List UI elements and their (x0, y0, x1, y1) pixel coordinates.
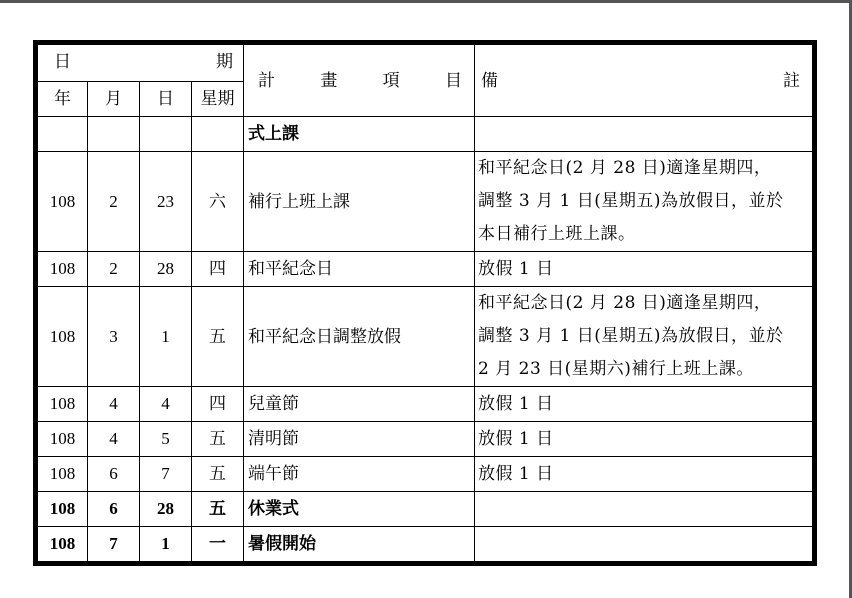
item-header-char: 計 (258, 70, 275, 91)
weekday-cell: 五 (192, 422, 244, 457)
school-calendar-table (33, 40, 817, 566)
item-cell: 式上課 (244, 117, 475, 152)
item-header-char: 畫 (320, 70, 338, 91)
note-header-char: 備 (481, 70, 498, 91)
note-header-cell (475, 43, 815, 117)
day-cell: 1 (140, 527, 192, 564)
weekday-cell: 五 (192, 287, 244, 387)
weekday-cell: 五 (192, 457, 244, 492)
day-cell: 1 (140, 287, 192, 387)
day-cell: 7 (140, 457, 192, 492)
day-cell: 28 (140, 492, 192, 527)
day-cell: 23 (140, 152, 192, 252)
note-line: 和平紀念日(2 月 28 日)適逢星期四， (478, 293, 772, 313)
table-row (36, 492, 815, 527)
year-cell: 108 (36, 152, 88, 252)
table-row (36, 152, 815, 252)
note-cell (475, 252, 815, 287)
item-header-cell (244, 43, 475, 117)
day-cell (140, 117, 192, 152)
date-header-left: 日 (54, 52, 71, 72)
table-row (36, 287, 815, 387)
year-header: 年 (36, 82, 88, 117)
month-cell (88, 117, 140, 152)
note-cell (475, 457, 815, 492)
item-header-char: 目 (444, 70, 462, 91)
note-header-char: 註 (783, 70, 800, 91)
note-line: 調整 3 月 1 日(星期五)為放假日，並於 (478, 326, 784, 346)
month-cell: 4 (88, 422, 140, 457)
month-cell: 6 (88, 457, 140, 492)
month-cell: 2 (88, 252, 140, 287)
document-frame-top (0, 0, 852, 3)
note-line: 2 月 23 日(星期六)補行上班上課。 (478, 359, 754, 379)
item-cell: 補行上班上課 (244, 152, 475, 252)
month-cell: 3 (88, 287, 140, 387)
year-cell: 108 (36, 252, 88, 287)
item-cell: 和平紀念日 (244, 252, 475, 287)
note-line: 和平紀念日(2 月 28 日)適逢星期四， (478, 158, 772, 178)
item-cell: 暑假開始 (244, 527, 475, 564)
note-cell (475, 527, 815, 564)
year-cell: 108 (36, 527, 88, 564)
weekday-header: 星期 (192, 82, 244, 117)
day-cell: 5 (140, 422, 192, 457)
item-cell: 和平紀念日調整放假 (244, 287, 475, 387)
weekday-cell: 五 (192, 492, 244, 527)
item-cell: 端午節 (244, 457, 475, 492)
table-row (36, 422, 815, 457)
table-row (36, 457, 815, 492)
note-line: 放假 1 日 (478, 393, 554, 414)
month-header: 月 (88, 82, 140, 117)
year-cell: 108 (36, 387, 88, 422)
year-cell (36, 117, 88, 152)
note-line: 調整 3 月 1 日(星期五)為放假日，並於 (478, 191, 784, 211)
weekday-cell: 一 (192, 527, 244, 564)
date-header-cell (36, 43, 244, 82)
calendar-rows (36, 117, 815, 564)
note-cell (475, 492, 815, 527)
note-cell (475, 117, 815, 152)
weekday-cell: 六 (192, 152, 244, 252)
date-header-right: 期 (216, 52, 233, 72)
month-cell: 2 (88, 152, 140, 252)
table-row (36, 387, 815, 422)
item-cell: 休業式 (244, 492, 475, 527)
note-line: 放假 1 日 (478, 258, 554, 279)
note-cell (475, 287, 815, 387)
day-cell: 28 (140, 252, 192, 287)
month-cell: 6 (88, 492, 140, 527)
day-cell: 4 (140, 387, 192, 422)
item-cell: 清明節 (244, 422, 475, 457)
table-row (36, 527, 815, 564)
weekday-cell (192, 117, 244, 152)
item-header-char: 項 (382, 70, 400, 91)
year-cell: 108 (36, 422, 88, 457)
weekday-cell: 四 (192, 252, 244, 287)
item-cell: 兒童節 (244, 387, 475, 422)
day-header: 日 (140, 82, 192, 117)
header-row-date (36, 43, 815, 82)
table-row (36, 117, 815, 152)
note-cell (475, 387, 815, 422)
note-line: 放假 1 日 (478, 463, 554, 484)
weekday-cell: 四 (192, 387, 244, 422)
year-cell: 108 (36, 287, 88, 387)
note-line: 本日補行上班上課。 (478, 224, 636, 244)
table-row (36, 252, 815, 287)
year-cell: 108 (36, 457, 88, 492)
month-cell: 4 (88, 387, 140, 422)
note-line: 放假 1 日 (478, 428, 554, 449)
note-cell (475, 422, 815, 457)
month-cell: 7 (88, 527, 140, 564)
note-cell (475, 152, 815, 252)
year-cell: 108 (36, 492, 88, 527)
